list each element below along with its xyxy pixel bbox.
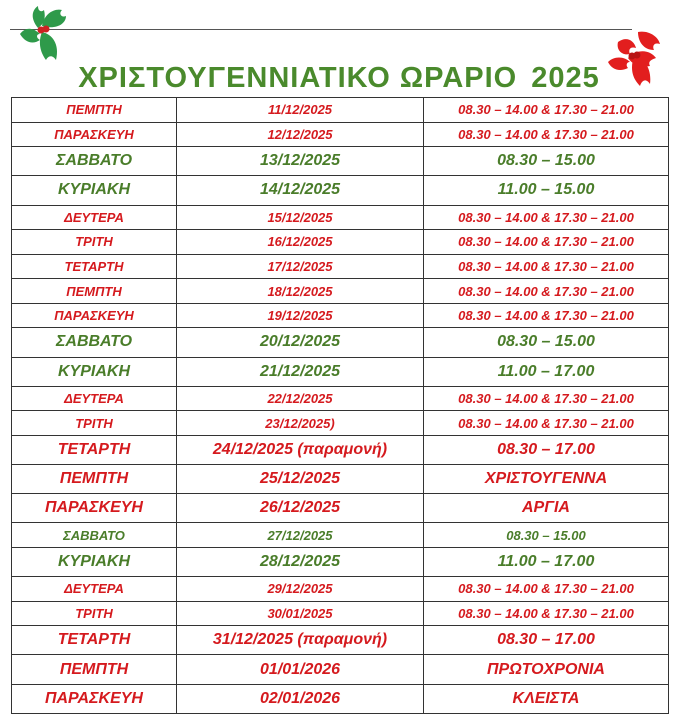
table-row <box>12 279 669 304</box>
date-cell: 31/12/2025 (παραμονή) <box>177 626 424 655</box>
table-row <box>12 577 669 602</box>
hours-cell: 08.30 – 14.00 & 17.30 – 21.00 <box>424 303 669 328</box>
day-cell: ΣΑΒΒΑΤΟ <box>12 147 177 176</box>
date-cell: 22/12/2025 <box>177 386 424 411</box>
date-cell: 26/12/2025 <box>177 494 424 523</box>
date-cell: 29/12/2025 <box>177 577 424 602</box>
table-row <box>12 205 669 230</box>
day-cell: ΠΕΜΠΤΗ <box>12 465 177 494</box>
day-cell: ΤΕΤΑΡΤΗ <box>12 435 177 464</box>
hours-cell: 08.30 – 14.00 & 17.30 – 21.00 <box>424 577 669 602</box>
hours-cell: 11.00 – 17.00 <box>424 357 669 386</box>
date-cell: 16/12/2025 <box>177 230 424 255</box>
date-cell: 02/01/2026 <box>177 684 424 713</box>
table-row <box>12 147 669 176</box>
table-row <box>12 230 669 255</box>
hours-cell: 08.30 – 14.00 & 17.30 – 21.00 <box>424 254 669 279</box>
day-cell: ΠΑΡΑΣΚΕΥΗ <box>12 303 177 328</box>
day-cell: ΠΕΜΠΤΗ <box>12 655 177 684</box>
day-cell: ΣΑΒΒΑΤΟ <box>12 328 177 357</box>
hours-cell: 08.30 – 17.00 <box>424 435 669 464</box>
table-row <box>12 303 669 328</box>
table-row <box>12 547 669 576</box>
day-cell: ΤΡΙΤΗ <box>12 230 177 255</box>
hours-cell: 08.30 – 14.00 & 17.30 – 21.00 <box>424 279 669 304</box>
page-title <box>0 62 678 95</box>
table-row <box>12 465 669 494</box>
date-cell: 24/12/2025 (παραμονή) <box>177 435 424 464</box>
date-cell: 01/01/2026 <box>177 655 424 684</box>
table-row <box>12 176 669 205</box>
table-row <box>12 494 669 523</box>
date-cell: 27/12/2025 <box>177 523 424 548</box>
date-cell: 19/12/2025 <box>177 303 424 328</box>
day-cell: ΠΕΜΠΤΗ <box>12 279 177 304</box>
hours-cell: 11.00 – 17.00 <box>424 547 669 576</box>
day-cell: ΣΑΒΒΑΤΟ <box>12 523 177 548</box>
table-row <box>12 98 669 123</box>
hours-cell: 08.30 – 14.00 & 17.30 – 21.00 <box>424 386 669 411</box>
table-row <box>12 655 669 684</box>
table-row <box>12 411 669 436</box>
day-cell: ΚΥΡΙΑΚΗ <box>12 357 177 386</box>
day-cell: ΠΑΡΑΣΚΕΥΗ <box>12 122 177 147</box>
day-cell: ΠΕΜΠΤΗ <box>12 98 177 123</box>
date-cell: 15/12/2025 <box>177 205 424 230</box>
hours-cell: 08.30 – 14.00 & 17.30 – 21.00 <box>424 122 669 147</box>
day-cell: ΤΡΙΤΗ <box>12 601 177 626</box>
day-cell: ΚΥΡΙΑΚΗ <box>12 176 177 205</box>
date-cell: 17/12/2025 <box>177 254 424 279</box>
day-cell: ΔΕΥΤΕΡΑ <box>12 386 177 411</box>
title-text: ΧΡΙΣΤΟΥΓΕΝΝΙΑΤΙΚΟ ΩΡΑΡΙΟ <box>78 62 518 94</box>
day-cell: ΤΕΤΑΡΤΗ <box>12 254 177 279</box>
hours-cell: 08.30 – 15.00 <box>424 523 669 548</box>
holly-icon <box>12 4 82 66</box>
day-cell: ΤΡΙΤΗ <box>12 411 177 436</box>
top-divider <box>10 29 632 30</box>
date-cell: 28/12/2025 <box>177 547 424 576</box>
hours-cell: ΧΡΙΣΤΟΥΓΕΝΝΑ <box>424 465 669 494</box>
hours-cell: 08.30 – 15.00 <box>424 328 669 357</box>
day-cell: ΔΕΥΤΕΡΑ <box>12 577 177 602</box>
date-cell: 14/12/2025 <box>177 176 424 205</box>
day-cell: ΚΥΡΙΑΚΗ <box>12 547 177 576</box>
date-cell: 21/12/2025 <box>177 357 424 386</box>
date-cell: 12/12/2025 <box>177 122 424 147</box>
table-row <box>12 626 669 655</box>
title-year: 2025 <box>531 62 600 94</box>
hours-cell: 08.30 – 14.00 & 17.30 – 21.00 <box>424 230 669 255</box>
hours-cell: 08.30 – 14.00 & 17.30 – 21.00 <box>424 205 669 230</box>
day-cell: ΠΑΡΑΣΚΕΥΗ <box>12 494 177 523</box>
hours-cell: 08.30 – 17.00 <box>424 626 669 655</box>
day-cell: ΠΑΡΑΣΚΕΥΗ <box>12 684 177 713</box>
hours-cell: 08.30 – 14.00 & 17.30 – 21.00 <box>424 411 669 436</box>
day-cell: ΔΕΥΤΕΡΑ <box>12 205 177 230</box>
date-cell: 23/12/2025) <box>177 411 424 436</box>
table-row <box>12 122 669 147</box>
table-row <box>12 435 669 464</box>
hours-cell: 08.30 – 14.00 & 17.30 – 21.00 <box>424 98 669 123</box>
table-row <box>12 601 669 626</box>
table-row <box>12 254 669 279</box>
table-row <box>12 328 669 357</box>
table-row <box>12 357 669 386</box>
hours-cell: ΠΡΩΤΟΧΡΟΝΙΑ <box>424 655 669 684</box>
date-cell: 11/12/2025 <box>177 98 424 123</box>
hours-cell: ΚΛΕΙΣΤΑ <box>424 684 669 713</box>
date-cell: 18/12/2025 <box>177 279 424 304</box>
hours-cell: ΑΡΓΙΑ <box>424 494 669 523</box>
table-row <box>12 523 669 548</box>
hours-cell: 08.30 – 15.00 <box>424 147 669 176</box>
hours-cell: 08.30 – 14.00 & 17.30 – 21.00 <box>424 601 669 626</box>
date-cell: 25/12/2025 <box>177 465 424 494</box>
hours-cell: 11.00 – 15.00 <box>424 176 669 205</box>
table-row <box>12 684 669 713</box>
date-cell: 13/12/2025 <box>177 147 424 176</box>
date-cell: 20/12/2025 <box>177 328 424 357</box>
table-row <box>12 386 669 411</box>
schedule-table <box>11 97 669 714</box>
date-cell: 30/01/2025 <box>177 601 424 626</box>
day-cell: ΤΕΤΑΡΤΗ <box>12 626 177 655</box>
